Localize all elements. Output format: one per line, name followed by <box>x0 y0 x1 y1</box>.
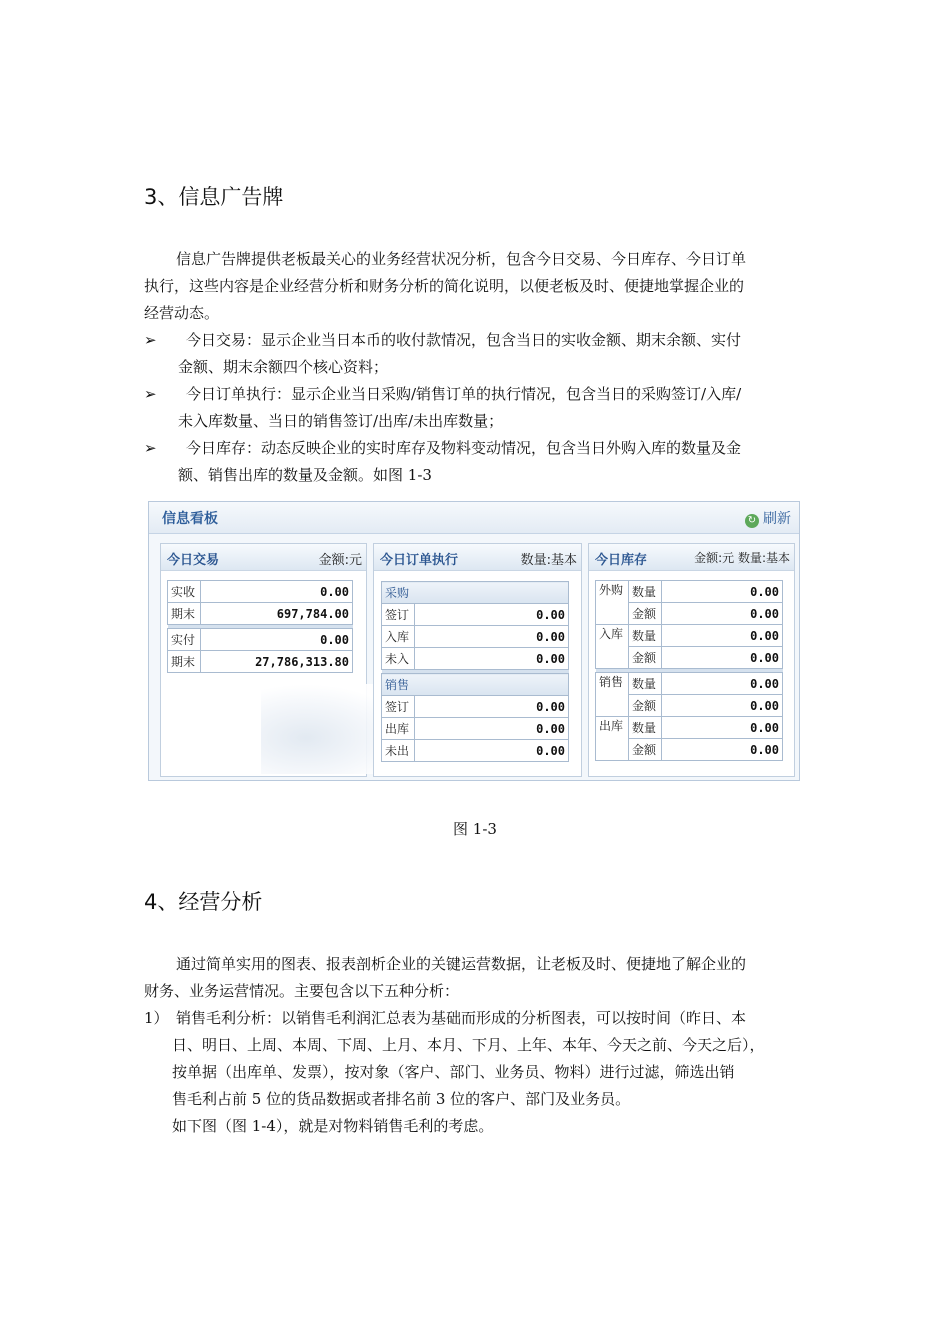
table-row: 金额 0.00 <box>596 695 783 717</box>
refresh-button[interactable]: ↻ 刷新 <box>745 508 791 528</box>
table-row: 未入 0.00 <box>382 648 569 670</box>
table-row: 出库 0.00 <box>382 718 569 740</box>
analysis-item-1: 1） 销售毛利分析：以销售毛利润汇总表为基础而形成的分析图表，可以按时间（昨日、本 日、明日、上周、本周、下周、上月、本月、下月、上年、本年、今天之前、今天之后）， 按单据（出库单、发票），按对象（客户、部门、业务员、物料）进行过滤，筛选出销 售毛利占前 5 位的货品数据或者排名前 3 位的客户、部门及业务员。 如下图（图 1-4），就是对物料销售毛利的考虑。 <box>144 1005 808 1140</box>
table-row: 金额 0.00 <box>596 603 783 625</box>
intro-line-3: 经营动态。 <box>144 304 220 322</box>
table-row: 期末 697,784.00 <box>168 603 353 625</box>
panel-today-orders <box>373 543 582 777</box>
board-title: 信息看板 <box>162 511 218 527</box>
panel-today-trade <box>160 543 367 777</box>
table-row: 出库 数量 0.00 <box>596 717 783 739</box>
section-4-intro <box>144 951 808 1005</box>
table-row: 未出 0.00 <box>382 740 569 762</box>
table-row: 金额 0.00 <box>596 739 783 761</box>
bullet-arrow-icon: ➢ <box>144 331 157 349</box>
refresh-icon: ↻ <box>745 514 759 528</box>
table-row: 入库 数量 0.00 <box>596 625 783 647</box>
bullet-stock: ➢ 今日库存：动态反映企业的实时库存及物料变动情况，包含当日外购入库的数量及金 额、销售出库的数量及金额。如图 1-3 <box>144 435 808 489</box>
table-row: 金额 0.00 <box>596 647 783 669</box>
table-row: 入库 0.00 <box>382 626 569 648</box>
intro-line-1: 通过简单实用的图表、报表剖析企业的关键运营数据，让老板及时、便捷地了解企业的 <box>176 955 747 973</box>
table-row: 实付 0.00 <box>168 629 353 651</box>
bullet-orders: ➢ 今日订单执行：显示企业当日采购/销售订单的执行情况，包含当日的采购签订/入库/ 未入库数量、当日的销售签订/出库/未出库数量； <box>144 381 808 435</box>
bullet-arrow-icon: ➢ <box>144 439 157 457</box>
panel-today-stock <box>588 543 795 777</box>
stock-table <box>595 580 783 761</box>
trade-table <box>167 580 353 673</box>
intro-line-2: 财务、业务运营情况。主要包含以下五种分析： <box>144 982 460 1000</box>
figure-caption: 图 1-3 <box>453 820 497 838</box>
orders-unit: 数量:基本 <box>520 553 577 568</box>
trade-unit: 金额:元 <box>318 553 362 568</box>
table-row: 期末 27,786,313.80 <box>168 651 353 673</box>
board-header <box>149 502 799 534</box>
table-row: 实收 0.00 <box>168 581 353 603</box>
bullet-arrow-icon: ➢ <box>144 385 157 403</box>
table-row: 销售 数量 0.00 <box>596 673 783 695</box>
bullet-trade: ➢ 今日交易：显示企业当日本币的收付款情况，包含当日的实收金额、期末余额、实付 金额、期末余额四个核心资料； <box>144 327 808 381</box>
item-number: 1） <box>144 1009 169 1027</box>
table-row: 外购 数量 0.00 <box>596 581 783 603</box>
section-3-intro <box>144 246 808 327</box>
purchase-group-label: 采购 <box>382 582 569 604</box>
intro-line-2: 执行，这些内容是企业经营分析和财务分析的简化说明，以便老板及时、便捷地掌握企业的 <box>144 277 745 295</box>
section-4-heading: 4、经营分析 <box>144 890 263 914</box>
stock-unit: 金额:元 数量:基本 <box>694 551 790 565</box>
table-row: 签订 0.00 <box>382 604 569 626</box>
orders-title: 今日订单执行 <box>380 553 459 568</box>
section-3-heading: 3、信息广告牌 <box>144 185 284 209</box>
trade-title: 今日交易 <box>167 553 220 568</box>
table-row: 签订 0.00 <box>382 696 569 718</box>
stock-title: 今日库存 <box>595 553 648 568</box>
intro-line-1: 信息广告牌提供老板最关心的业务经营状况分析，包含今日交易、今日库存、今日订单 <box>176 250 747 268</box>
orders-table <box>381 581 569 762</box>
sales-group-label: 销售 <box>382 674 569 696</box>
info-board <box>148 501 800 781</box>
